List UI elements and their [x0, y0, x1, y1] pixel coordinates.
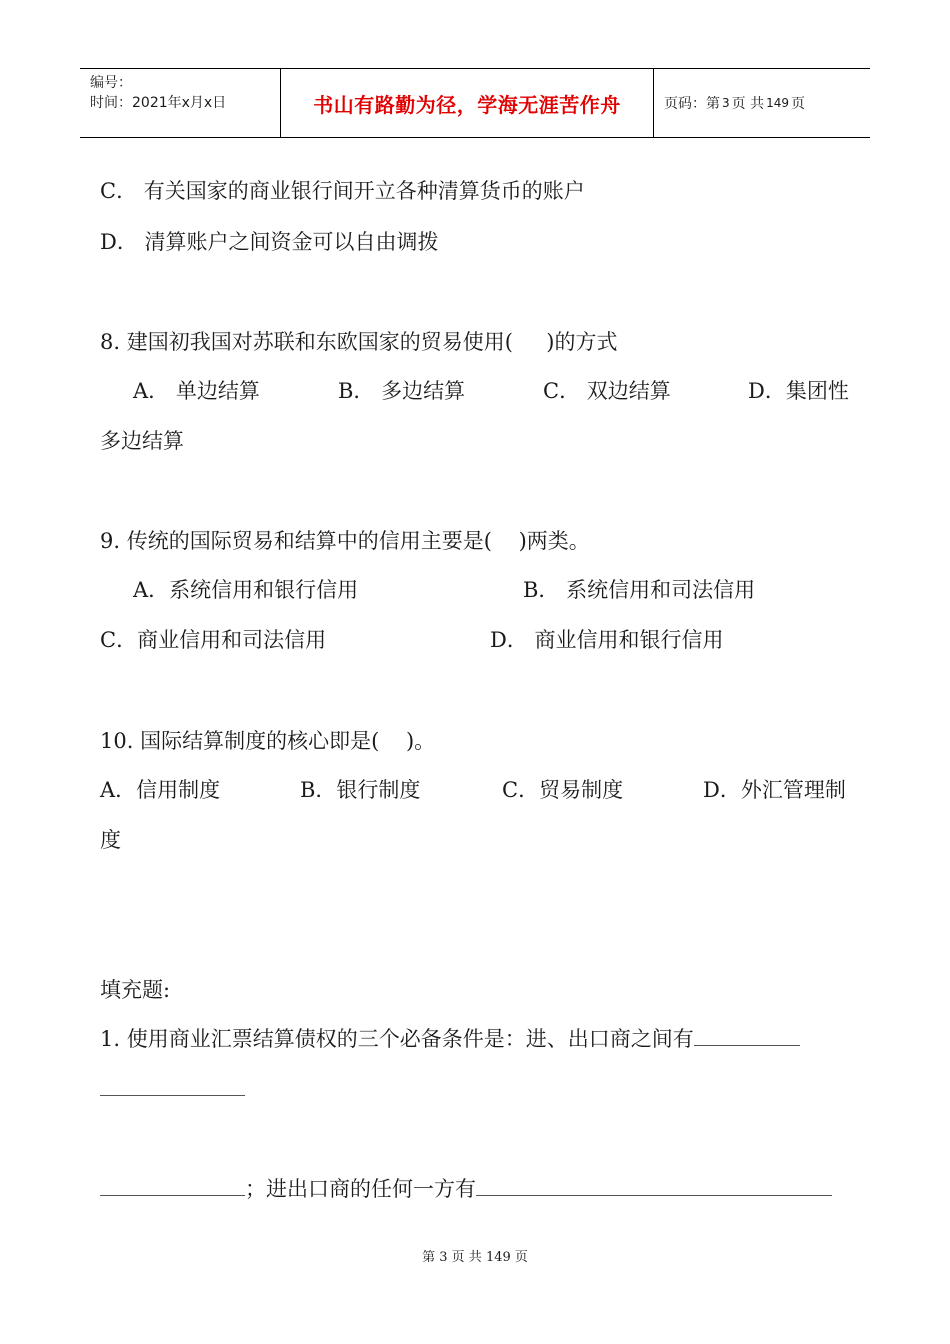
q8-option-c: C． 双边结算 [543, 379, 671, 403]
q8-option-d-continued: 多边结算 [100, 429, 184, 453]
q9-option-c: C．商业信用和司法信用 [100, 628, 327, 652]
q10-option-d-continued: 度 [100, 828, 121, 852]
q10-option-d: D．外汇管理制 [703, 778, 846, 802]
fill-q1-line2 [100, 1076, 245, 1102]
q9-stem: 9. 传统的国际贸易和结算中的信用主要是( )两类。 [100, 529, 590, 553]
fill-q1-blank-1-cont[interactable] [100, 1077, 245, 1096]
fill-q1-line1 [100, 1026, 800, 1052]
q8-option-a: A． 单边结算 [133, 379, 260, 403]
footer-current: 3 [439, 1250, 448, 1265]
q10-option-a: A．信用制度 [100, 778, 221, 802]
fill-section-title: 填充题: [100, 978, 171, 1002]
header-page-number [654, 69, 870, 137]
footer-suffix: 页 [514, 1250, 528, 1265]
q10-option-c: C．贸易制度 [502, 778, 624, 802]
q7-option-c: C． 有关国家的商业银行间开立各种清算货币的账户 [100, 179, 585, 203]
page-total: 149 [766, 96, 789, 110]
q7-option-d: D． 清算账户之间资金可以自由调拨 [100, 230, 439, 254]
page-label-mid: 页 共 [731, 96, 765, 112]
fill-q1-line3 [100, 1176, 832, 1202]
page-label-suffix: 页 [791, 96, 805, 112]
page-current: 3 [722, 96, 730, 110]
fill-q1-mid: ；进出口商的任何一方有 [245, 1177, 476, 1201]
fill-q1-blank-2[interactable] [100, 1177, 245, 1196]
footer-total: 149 [485, 1250, 511, 1265]
fill-q1-blank-1[interactable] [694, 1027, 800, 1046]
footer-prefix: 第 [422, 1250, 436, 1265]
q9-option-d: D． 商业信用和银行信用 [490, 628, 724, 652]
header-motto: 书山有路勤为径，学海无涯苦作舟 [281, 69, 654, 137]
q9-option-b: B． 系统信用和司法信用 [523, 578, 756, 602]
fill-q1-text: 1. 使用商业汇票结算债权的三个必备条件是：进、出口商之间有 [100, 1027, 694, 1051]
page-header [80, 68, 870, 138]
q8-stem: 8. 建国初我国对苏联和东欧国家的贸易使用( )的方式 [100, 330, 618, 354]
footer-mid: 页 共 [451, 1250, 482, 1265]
number-label: 编号： [90, 75, 132, 91]
page-footer [0, 1246, 950, 1265]
q10-stem: 10. 国际结算制度的核心即是( )。 [100, 729, 436, 753]
time-label: 时间：2021年x月x日 [90, 95, 227, 111]
header-meta [80, 69, 281, 137]
q8-option-d: D．集团性 [748, 379, 849, 403]
q10-option-b: B．银行制度 [300, 778, 421, 802]
page-label-prefix: 页码：第 [664, 96, 720, 112]
q9-option-a: A．系统信用和银行信用 [133, 578, 359, 602]
q8-option-b: B． 多边结算 [338, 379, 466, 403]
fill-q1-blank-3[interactable] [476, 1177, 832, 1196]
